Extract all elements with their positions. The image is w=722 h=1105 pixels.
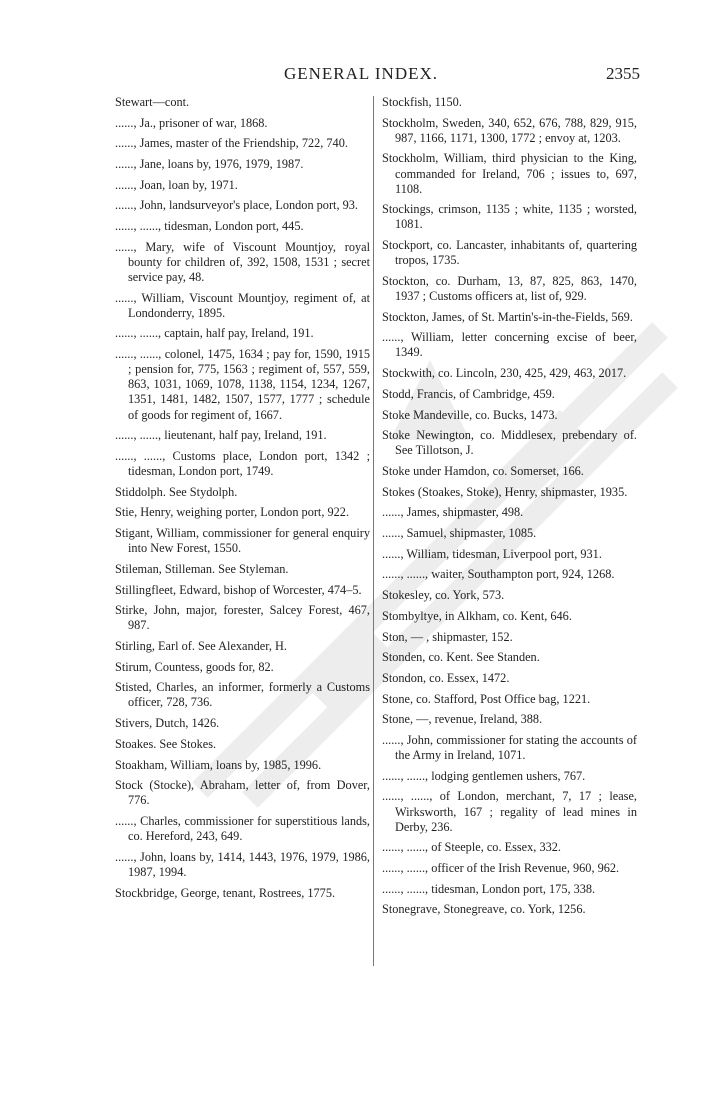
index-entry: Stoke under Hamdon, co. Somerset, 166. (382, 464, 584, 478)
index-entry: ......, John, loans by, 1414, 1443, 1976, 1979, 1986, 1987, 1994. (115, 849, 370, 879)
index-entry: ......, ......, of Steeple, co. Essex, 332. (382, 840, 561, 855)
index-entry: Stondon, co. Essex, 1472. (382, 670, 510, 685)
page-title: GENERAL INDEX. (283, 64, 439, 83)
index-entry: ......, Ja., prisoner of war, 1868. (115, 115, 268, 130)
index-entry: Stewart—cont. (115, 95, 190, 109)
index-entry: Stockton, co. Durham, 13, 87, 825, 863, 1470, 1937 ; Customs officers at, list of, 929. (382, 273, 637, 303)
index-entry: ......, William, letter concerning excise of beer, 1349. (382, 330, 637, 360)
index-entry: Stockport, co. Lancaster, inhabitants of, quartering tropos, 1735. (382, 238, 637, 268)
index-entry: Stombyltye, in Alkham, co. Kent, 646. (382, 608, 572, 623)
index-entry: Stoke Newington, co. Middlesex, prebendary of. See Tillotson, J. (382, 428, 637, 458)
index-entry: Stisted, Charles, an informer, formerly a Customs officer, 728, 736. (115, 680, 370, 710)
index-entry: Stockings, crimson, 1135 ; white, 1135 ; worsted, 1081. (382, 202, 637, 232)
index-entry: Stoke Mandeville, co. Bucks, 1473. (382, 407, 558, 422)
index-entry: Stockfish, 1150. (382, 95, 462, 109)
index-entry: Stigant, William, commissioner for general enquiry into New Forest, 1550. (115, 526, 370, 556)
index-entry: ......, William, tidesman, Liverpool port, 931. (382, 546, 602, 561)
index-entry: ......, Charles, commissioner for superstitious lands, co. Hereford, 243, 649. (115, 814, 370, 844)
index-entry: ......, ......, waiter, Southampton port, 924, 1268. (382, 567, 615, 582)
index-entry: Ston, — , shipmaster, 152. (382, 629, 513, 644)
index-entry: Stiddolph. See Stydolph. (115, 484, 238, 499)
index-entry: Stockholm, Sweden, 340, 652, 676, 788, 829, 915, 987, 1166, 1171, 1300, 1772 ; envoy at, 1203. (382, 115, 637, 145)
index-entry: Stoakes. See Stokes. (115, 736, 217, 751)
index-entry: Stillingfleet, Edward, bishop of Worcester, 474–5. (115, 582, 362, 597)
index-entry: ......, James, master of the Friendship, 722, 740. (115, 136, 348, 151)
column-divider (373, 96, 374, 966)
index-entry: ......, John, landsurveyor's place, London port, 93. (115, 198, 358, 213)
index-entry: ......, ......, tidesman, London port, 445. (115, 219, 304, 234)
index-entry: ......, John, commissioner for stating the accounts of the Army in Ireland, 1071. (382, 732, 637, 763)
index-entry: Stockwith, co. Lincoln, 230, 425, 429, 463, 2017. (382, 366, 627, 381)
index-entry: ......, Samuel, shipmaster, 1085. (382, 526, 537, 541)
index-entry: ......, Mary, wife of Viscount Mountjoy, royal bounty for children of, 392, 1508, 1531 ; secret service pay, 48. (115, 239, 370, 284)
index-entry: ......, ......, tidesman, London port, 175, 338. (382, 881, 596, 896)
index-entry: Stoakham, William, loans by, 1985, 1996. (115, 757, 322, 772)
index-entry: ......, ......, officer of the Irish Revenue, 960, 962. (382, 860, 620, 875)
index-entry: ......, ......, colonel, 1475, 1634 ; pay for, 1590, 1915 ; pension for, 775, 1563 ; regiment of, 557, 559, 863, 1031, 1069, 1078, 1138, 1154, 1234, 1267, 1351, 1481, 1482, 1507, 1577, 1777 ; schedule of goods for regiment of, 1667. (115, 347, 370, 422)
index-entry: ......, James, shipmaster, 498. (382, 505, 524, 520)
index-entry: Stileman, Stilleman. See Styleman. (115, 561, 289, 576)
index-entry: Stonden, co. Kent. See Standen. (382, 650, 540, 665)
index-entry: ......, William, Viscount Mountjoy, regiment of, at Londonderry, 1895. (115, 290, 370, 320)
index-entry: ......, ......, captain, half pay, Ireland, 191. (115, 326, 314, 341)
left-index-column (115, 95, 370, 906)
index-entry: Stodd, Francis, of Cambridge, 459. (382, 386, 555, 401)
index-entry: Stivers, Dutch, 1426. (115, 716, 220, 731)
page-header (0, 64, 722, 88)
right-index-column (382, 95, 637, 923)
index-entry: Stirling, Earl of. See Alexander, H. (115, 639, 287, 653)
index-entry: Stone, —, revenue, Ireland, 388. (382, 712, 543, 727)
index-entry: Stockholm, William, third physician to the King, commanded for Ireland, 706 ; issues to, 697, 1108. (382, 151, 637, 196)
index-entry: ......, ......, Customs place, London port, 1342 ; tidesman, London port, 1749. (115, 448, 370, 478)
index-entry: Stock (Stocke), Abraham, letter of, from Dover, 776. (115, 778, 370, 808)
index-entry: ......, ......, lieutenant, half pay, Ireland, 191. (115, 428, 327, 443)
index-entry: Stockbridge, George, tenant, Rostrees, 1775. (115, 885, 336, 900)
index-entry: Stie, Henry, weighing porter, London port, 922. (115, 505, 350, 520)
index-entry: ......, ......, lodging gentlemen ushers, 767. (382, 768, 586, 783)
index-entry: ......, Jane, loans by, 1976, 1979, 1987. (115, 157, 304, 172)
index-entry: ......, ......, of London, merchant, 7, 17 ; lease, Wirksworth, 167 ; regality of lead mines in Derby, 236. (382, 789, 637, 834)
index-entry: Stonegrave, Stonegreave, co. York, 1256. (382, 902, 586, 917)
index-entry: Stokesley, co. York, 573. (382, 588, 505, 603)
index-entry: Stone, co. Stafford, Post Office bag, 1221. (382, 691, 591, 706)
index-entry: Stokes (Stoakes, Stoke), Henry, shipmaster, 1935. (382, 484, 628, 499)
index-entry: ......, Joan, loan by, 1971. (115, 177, 238, 192)
index-entry: Stirke, John, major, forester, Salcey Forest, 467, 987. (115, 603, 370, 633)
index-entry: Stockton, James, of St. Martin's-in-the-Fields, 569. (382, 309, 633, 324)
index-entry: Stirum, Countess, goods for, 82. (115, 659, 274, 674)
page-number: 2355 (606, 64, 640, 83)
